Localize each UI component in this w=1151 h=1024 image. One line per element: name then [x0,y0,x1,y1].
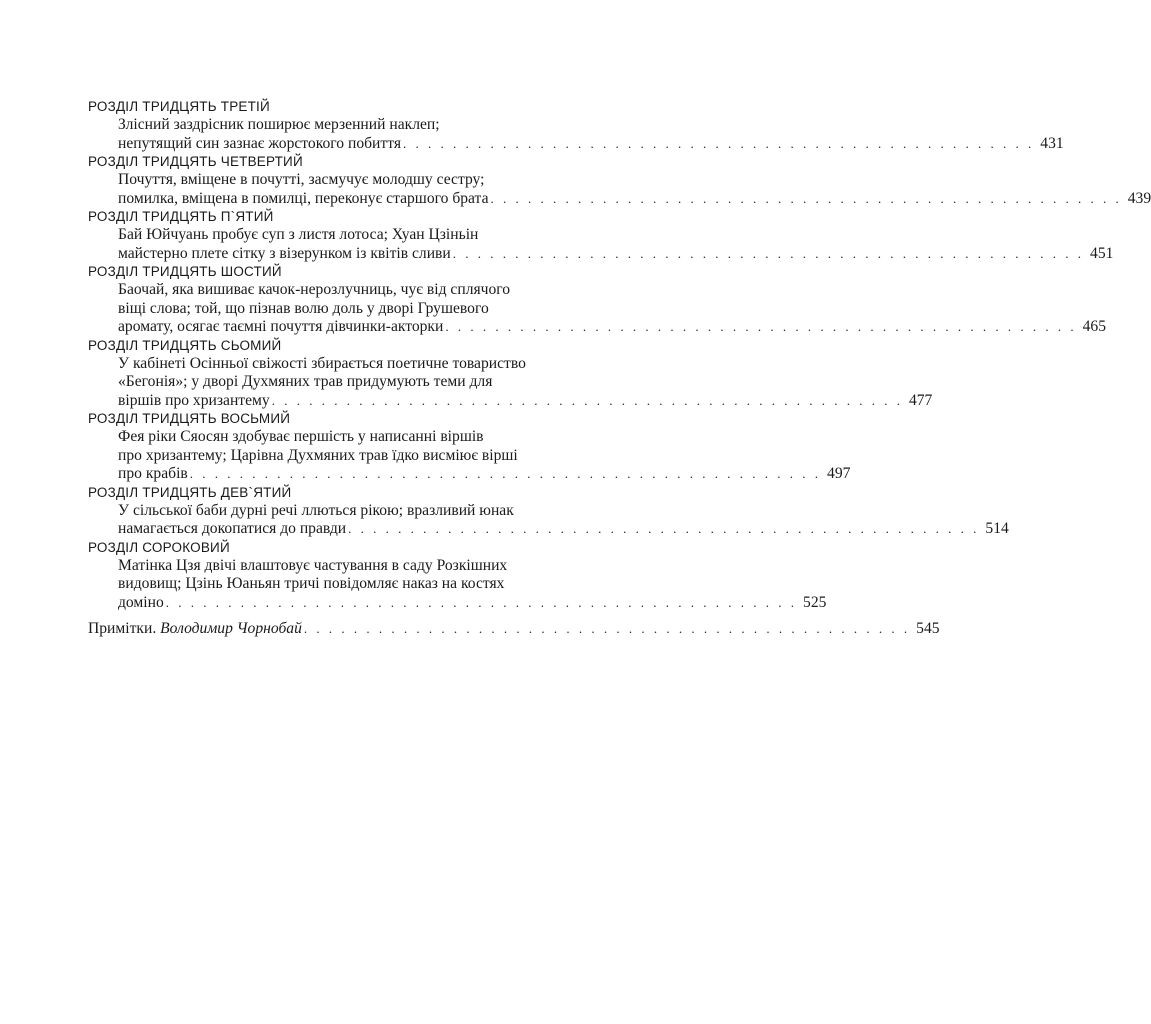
notes-author: Володимир Чорнобай [160,620,302,637]
chapter-heading: РОЗДІЛ ТРИДЦЯТЬ ДЕВ`ЯТИЙ [88,484,292,500]
description-line: про хризантему; Царівна Духмяних трав їдко висміює вірші [118,446,518,464]
description-line-text: віршів про хризантему [118,391,270,409]
leader-dots: . . . . . . . . . . . . . . . . . . . . . . . . . . . . . . . . . . . . . . . . . . . . . . . . . . . [490,190,1122,206]
chapter-heading: РОЗДІЛ ТРИДЦЯТЬ П`ЯТИЙ [88,209,274,224]
description-line-text: помилка, вміщена в помилці, переконує старшого брата [118,189,489,207]
leader-dots: . . . . . . . . . . . . . . . . . . . . . . . . . . . . . . . . . . . . . . . . . . . . . . . . . . . [189,466,822,481]
chapter-description [88,556,827,613]
description-line: «Бегонія»; у дворі Духмяних трав придумують теми для [118,373,493,390]
description-line: Матінка Цзя двічі влаштовує частування в саду Розкішних [118,556,508,574]
page-number: 451 [1090,244,1114,262]
chapter-heading: РОЗДІЛ ТРИДЦЯТЬ ЧЕТВЕРТИЙ [88,154,303,169]
table-of-contents [88,98,1151,639]
toc-entry-chapter[interactable] [88,208,1114,263]
page-number: 465 [1082,318,1106,335]
chapter-heading: РОЗДІЛ ТРИДЦЯТЬ ТРЕТІЙ [88,99,270,114]
description-line [118,318,1106,337]
description-line-text: намагається докопатися до правди [118,520,347,537]
leader-dots: . . . . . . . . . . . . . . . . . . . . . . . . . . . . . . . . . . . . . . . . . . . . . . . . . . . [445,319,1077,334]
page-number: 431 [1040,134,1064,152]
leader-dots: . . . . . . . . . . . . . . . . . . . . . . . . . . . . . . . . . . . . . . . . . . . . . . . . . [303,621,911,636]
chapter-description [88,116,1064,153]
chapter-description [88,428,851,484]
description-line-text: непутящий син зазнає жорстокого побиття [118,134,402,152]
description-line: видовищ; Цзінь Юаньян тричі повідомляє наказ на костях [118,575,505,592]
description-line: Баочай, яка вишиває качок-нерозлучниць, чує від сплячого [118,281,511,298]
toc-entry-chapter[interactable] [88,410,851,484]
toc-entry-chapter[interactable] [88,153,1151,208]
leader-dots: . . . . . . . . . . . . . . . . . . . . . . . . . . . . . . . . . . . . . . . . . . . . . . . . . . . [165,594,798,610]
description-line: У кабінеті Осінньої свіжості збирається поетичне товариство [118,354,526,372]
chapter-description [88,171,1151,208]
description-line [118,465,851,484]
page-number: 477 [908,391,933,409]
description-line [118,189,1151,209]
description-line [118,520,1009,539]
chapter-heading: РОЗДІЛ ТРИДЦЯТЬ ШОСТИЙ [88,264,282,279]
chapter-description [88,226,1114,263]
chapter-heading: РОЗДІЛ ТРИДЦЯТЬ ВОСЬМИЙ [88,411,291,426]
leader-dots: . . . . . . . . . . . . . . . . . . . . . . . . . . . . . . . . . . . . . . . . . . . . . . . . . . . [271,392,903,408]
description-line-text: доміно [118,593,164,611]
description-line: Почуття, вміщене в почутті, засмучує молодшу сестру; [118,171,485,188]
toc-entry-chapter[interactable] [88,539,827,613]
description-line [118,244,1114,264]
leader-dots: . . . . . . . . . . . . . . . . . . . . . . . . . . . . . . . . . . . . . . . . . . . . . . . . . . . [348,521,980,536]
description-line [118,593,827,613]
leader-dots: . . . . . . . . . . . . . . . . . . . . . . . . . . . . . . . . . . . . . . . . . . . . . . . . . . . [452,245,1085,261]
toc-entry-chapter[interactable] [88,484,1009,539]
notes-label: Примітки. [88,620,157,637]
toc-entry-chapter[interactable] [88,337,933,411]
page-number: 497 [827,465,851,482]
description-line-text: про крабів [118,465,188,482]
toc-entry-chapter[interactable] [88,98,1064,153]
chapter-heading: РОЗДІЛ СОРОКОВИЙ [88,539,230,555]
description-line-text: аромату, осягає таємні почуття дівчинки-акторки [118,318,444,335]
chapter-description [88,281,1106,337]
chapter-description [88,501,1009,539]
description-line: Фея ріки Сяосян здобуває першість у написанні віршів [118,428,484,445]
page-number: 525 [803,593,827,611]
toc-entry-notes[interactable] [88,620,940,639]
leader-dots: . . . . . . . . . . . . . . . . . . . . . . . . . . . . . . . . . . . . . . . . . . . . . . . . . . . [403,135,1035,151]
description-line: Бай Юйчуань пробує суп з листя лотоса; Хуан Цзіньін [118,226,479,243]
description-line-text: майстерно плете сітку з візерунком із квітів сливи [118,244,451,262]
description-line [118,134,1064,154]
description-line: У сільської баби дурні речі ллються рікою; вразливий юнак [118,501,514,519]
description-line: Злісний заздрісник поширює мерзенний наклеп; [118,116,440,133]
page-number: 514 [985,520,1009,537]
page-number: 439 [1127,189,1151,207]
toc-entry-chapter[interactable] [88,263,1106,337]
chapter-description [88,354,933,411]
chapter-heading: РОЗДІЛ ТРИДЦЯТЬ СЬОМИЙ [88,337,282,353]
page-number: 545 [916,620,940,637]
chapter-list [88,98,1151,612]
notes-label-wrap [88,620,302,639]
description-line: віщі слова; той, що пізнав волю доль у дворі Грушевого [118,299,489,317]
description-line [118,391,933,411]
